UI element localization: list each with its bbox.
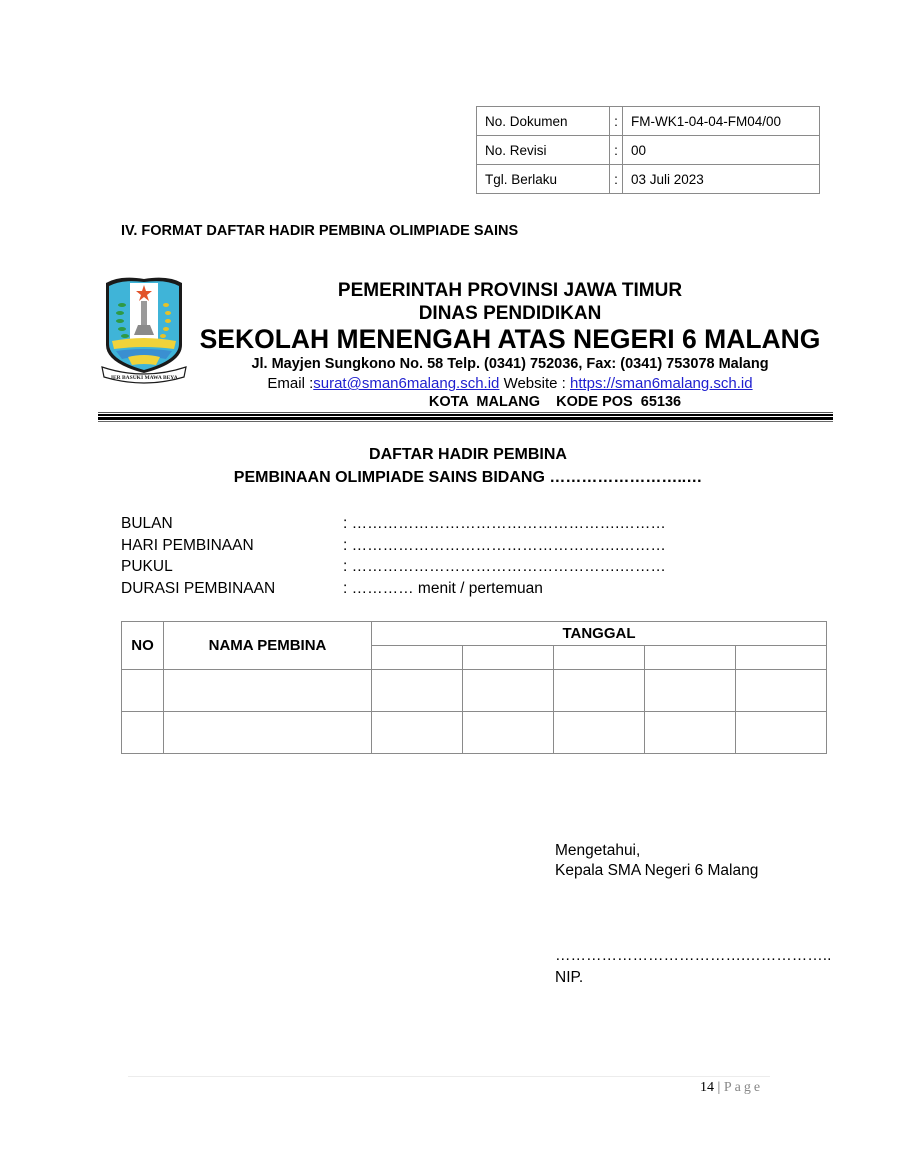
field-durasi-pembinaan (121, 580, 666, 602)
field-label: PUKUL (121, 558, 173, 575)
doc-info-sep: : (610, 107, 623, 136)
cell-date[interactable] (645, 712, 736, 754)
field-pukul (121, 558, 666, 580)
doc-info-row (477, 165, 820, 194)
doc-info-key: Tgl. Berlaku (477, 165, 610, 194)
cell-date[interactable] (372, 712, 463, 754)
header-no: NO (122, 622, 164, 670)
page-label: Page (723, 1080, 764, 1095)
table-row (122, 670, 827, 712)
header-date-cell[interactable] (463, 646, 554, 670)
section-title: IV. FORMAT DAFTAR HADIR PEMBINA OLIMPIADE SAINS (121, 223, 519, 239)
field-value[interactable]: : …………………………………………….……… (343, 536, 666, 554)
field-value[interactable]: : …………………………………………….……… (343, 558, 666, 575)
header-tanggal: TANGGAL (372, 622, 827, 646)
form-subtitle: PEMBINAAN OLIMPIADE SAINS BIDANG ……………………..… (233, 469, 703, 486)
field-label: DURASI PEMBINAAN (121, 579, 276, 597)
doc-info-row (477, 107, 820, 136)
doc-info-sep: : (610, 136, 623, 165)
page-number: 14 (700, 1080, 714, 1095)
cell-date[interactable] (736, 670, 827, 712)
doc-info-key: No. Revisi (477, 136, 610, 165)
doc-info-key: No. Dokumen (477, 107, 610, 136)
header-date-cell[interactable] (736, 646, 827, 670)
doc-info-row (477, 136, 820, 165)
letterhead-government: PEMERINTAH PROVINSI JAWA TIMUR (337, 280, 683, 301)
letterhead-divider (98, 421, 833, 422)
cell-date[interactable] (736, 712, 827, 754)
letterhead-department: DINAS PENDIDIKAN (418, 303, 602, 324)
letterhead-contact (190, 375, 830, 392)
cell-date[interactable] (554, 670, 645, 712)
letterhead-divider (98, 414, 833, 416)
cell-nama[interactable] (164, 712, 372, 754)
field-label: HARI PEMBINAAN (121, 536, 254, 554)
email-link[interactable]: surat@sman6malang.sch.id (313, 375, 500, 392)
footer-divider (128, 1076, 770, 1077)
header-nama-pembina: NAMA PEMBINA (164, 622, 372, 670)
page-separator: | (714, 1080, 724, 1095)
email-label: Email : (267, 375, 314, 392)
letterhead-city-postcode: KOTA MALANG KODE POS 65136 (428, 394, 682, 410)
cell-no[interactable] (122, 670, 164, 712)
field-value[interactable]: : …………………………………………….……… (343, 515, 666, 532)
letterhead-school-name: SEKOLAH MENENGAH ATAS NEGERI 6 MALANG (199, 324, 821, 354)
table-row (122, 712, 827, 754)
field-label: BULAN (121, 515, 173, 532)
cell-date[interactable] (463, 712, 554, 754)
cell-date[interactable] (372, 670, 463, 712)
field-value[interactable]: : ………… menit / pertemuan (343, 579, 543, 597)
header-date-cell[interactable] (554, 646, 645, 670)
cell-no[interactable] (122, 712, 164, 754)
website-label: Website : (499, 375, 570, 392)
province-emblem-icon (100, 275, 188, 387)
form-fields (121, 515, 666, 601)
signature-title: Kepala SMA Negeri 6 Malang (555, 862, 759, 879)
field-bulan (121, 515, 666, 537)
signature-acknowledge: Mengetahui, (555, 842, 641, 859)
letterhead-divider (98, 412, 833, 413)
signature-name-line[interactable]: ……………………………….…………….. (555, 947, 832, 964)
website-link[interactable]: https://sman6malang.sch.id (570, 375, 753, 392)
cell-date[interactable] (554, 712, 645, 754)
document-info-table (476, 106, 820, 194)
doc-info-sep: : (610, 165, 623, 194)
signature-nip: NIP. (555, 969, 584, 986)
field-hari-pembinaan (121, 537, 666, 559)
doc-info-value: 00 (623, 136, 820, 165)
doc-info-value: FM-WK1-04-04-FM04/00 (623, 107, 820, 136)
letterhead-address: Jl. Mayjen Sungkono No. 58 Telp. (0341) 752036, Fax: (0341) 753078 Malang (251, 356, 769, 372)
doc-info-value: 03 Juli 2023 (623, 165, 820, 194)
cell-date[interactable] (645, 670, 736, 712)
table-header-row (122, 622, 827, 646)
letterhead-divider (98, 417, 833, 420)
emblem-motto: JER BASUKI MAWA BEYA (110, 375, 178, 381)
form-title: DAFTAR HADIR PEMBINA (369, 446, 567, 463)
attendance-table (121, 621, 827, 754)
header-date-cell[interactable] (645, 646, 736, 670)
page-footer (700, 1080, 763, 1096)
cell-date[interactable] (463, 670, 554, 712)
cell-nama[interactable] (164, 670, 372, 712)
header-date-cell[interactable] (372, 646, 463, 670)
